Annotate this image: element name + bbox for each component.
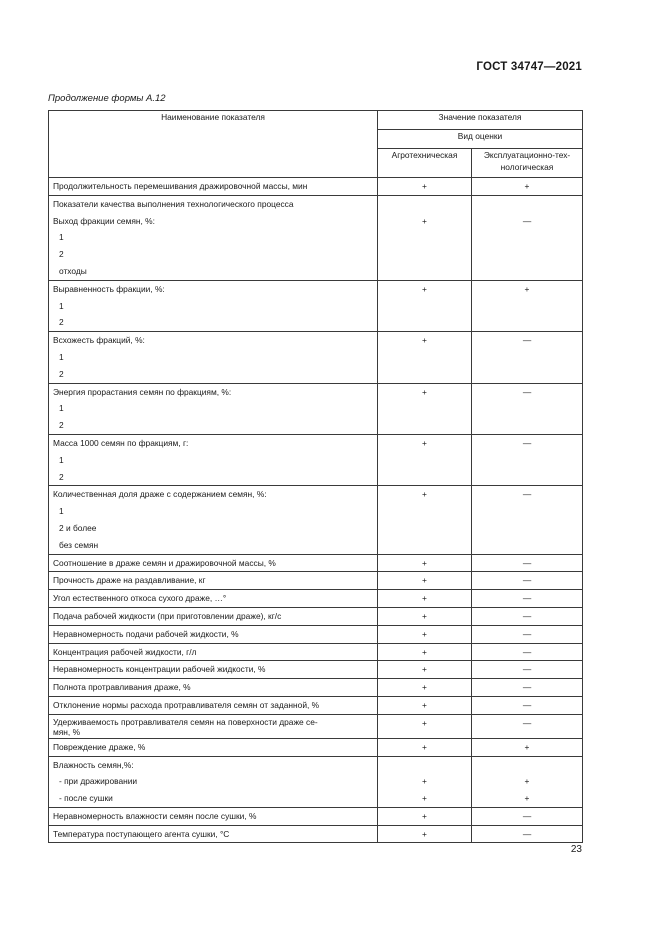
evaluation-mark: — (522, 828, 532, 839)
indicator-text: Количественная доля драже с содержанием семян, %: (53, 489, 267, 500)
evaluation-mark: + (422, 215, 427, 226)
header-value-group: Значение показателя (378, 111, 583, 130)
indicator-name-cell (49, 590, 378, 608)
operational-value-cell (472, 714, 583, 738)
indicator-text: Неравномерность подачи рабочей жидкости, % (53, 628, 239, 639)
indicator-text: 2 и более (59, 522, 97, 533)
indicator-name-cell (49, 434, 378, 485)
agrotechnical-value-cell (378, 714, 472, 738)
evaluation-mark: — (522, 215, 532, 226)
indicator-name-cell (49, 383, 378, 434)
evaluation-mark: + (524, 181, 530, 191)
evaluation-mark: — (522, 575, 532, 586)
evaluation-mark: + (422, 646, 427, 657)
evaluation-mark: + (524, 283, 530, 294)
evaluation-mark: + (422, 575, 427, 586)
indicator-text: 2 (59, 368, 64, 379)
indicator-text: - при дражировании (59, 776, 138, 787)
indicator-text: 1 (59, 454, 64, 465)
table-row (49, 486, 583, 554)
indicator-name-cell (49, 661, 378, 679)
agrotechnical-value-cell (378, 434, 472, 485)
header-indicator-name: Наименование показателя (49, 111, 378, 178)
evaluation-mark: — (522, 682, 532, 693)
indicator-text: 1 (59, 232, 64, 243)
table-row (49, 643, 583, 661)
indicator-name-cell (49, 554, 378, 572)
operational-value-cell (472, 383, 583, 434)
evaluation-mark: + (422, 335, 427, 346)
table-row (49, 696, 583, 714)
table-row (49, 572, 583, 590)
evaluation-mark: — (522, 335, 532, 346)
table-row (49, 554, 583, 572)
operational-value-cell (472, 643, 583, 661)
header-agrotechnical: Агротехническая (378, 149, 472, 178)
agrotechnical-value-cell (378, 679, 472, 697)
table-header-row (49, 111, 583, 130)
indicator-text: Неравномерность концентрации рабочей жидкости, % (53, 664, 266, 675)
indicator-text: - после сушки (59, 793, 113, 804)
evaluation-mark: + (422, 776, 427, 787)
evaluation-mark: — (522, 489, 532, 500)
agrotechnical-value-cell (378, 625, 472, 643)
operational-value-cell (472, 332, 583, 383)
operational-value-cell (472, 590, 583, 608)
table-row (49, 807, 583, 825)
agrotechnical-value-cell (378, 332, 472, 383)
evaluation-mark: — (522, 664, 532, 675)
operational-value-cell (472, 178, 583, 196)
indicator-text: Подача рабочей жидкости (при приготовлении драже), кг/с (53, 610, 282, 621)
indicator-text: 1 (59, 506, 64, 517)
table-row (49, 625, 583, 643)
indicator-text: 2 (59, 471, 64, 482)
indicator-text: Выравненность фракции, %: (53, 283, 165, 294)
evaluation-mark: + (422, 386, 427, 397)
table-row (49, 714, 583, 738)
evaluation-mark: — (522, 557, 532, 568)
evaluation-mark: + (422, 741, 427, 752)
indicator-name-cell (49, 696, 378, 714)
indicator-text: Продолжительность перемешивания дражировочной массы, мин (53, 181, 308, 191)
indicator-name-cell (49, 607, 378, 625)
operational-value-cell (472, 661, 583, 679)
agrotechnical-value-cell (378, 590, 472, 608)
header-evaluation-type: Вид оценки (378, 130, 583, 149)
operational-value-cell (472, 607, 583, 625)
evaluation-mark: + (422, 682, 427, 693)
evaluation-mark: — (522, 610, 532, 621)
operational-value-cell (472, 807, 583, 825)
evaluation-mark (382, 757, 467, 774)
table-row (49, 195, 583, 280)
agrotechnical-value-cell (378, 696, 472, 714)
indicator-name-cell (49, 625, 378, 643)
indicator-name-cell (49, 178, 378, 196)
evaluation-mark: + (422, 593, 427, 604)
indicators-table (48, 110, 583, 843)
document-standard-number: ГОСТ 34747—2021 (476, 61, 582, 73)
evaluation-mark (476, 757, 578, 774)
indicator-text: Удерживаемость протравливателя семян на поверхности драже се- мян, % (53, 716, 318, 737)
agrotechnical-value-cell (378, 572, 472, 590)
indicator-text: Показатели качества выполнения технологического процесса (53, 198, 294, 209)
indicator-name-cell (49, 643, 378, 661)
evaluation-mark: + (422, 489, 427, 500)
table-row (49, 280, 583, 331)
indicator-text: Энергия прорастания семян по фракциям, %: (53, 386, 232, 397)
indicator-name-cell (49, 332, 378, 383)
operational-value-cell (472, 195, 583, 280)
operational-value-cell (472, 434, 583, 485)
agrotechnical-value-cell (378, 807, 472, 825)
table-row (49, 679, 583, 697)
table-row (49, 590, 583, 608)
evaluation-mark: — (522, 437, 532, 448)
evaluation-mark: — (522, 699, 532, 710)
agrotechnical-value-cell (378, 554, 472, 572)
agrotechnical-value-cell (378, 756, 472, 807)
operational-value-cell (472, 280, 583, 331)
indicator-text: 2 (59, 420, 64, 431)
indicator-text: 2 (59, 249, 64, 260)
indicator-name-cell (49, 280, 378, 331)
table-caption: Продолжение формы А.12 (48, 93, 166, 104)
indicator-name-cell (49, 825, 378, 843)
evaluation-mark: + (422, 699, 427, 710)
evaluation-mark: + (422, 793, 427, 804)
evaluation-mark: + (524, 793, 530, 804)
indicator-text: Масса 1000 семян по фракциям, г: (53, 437, 189, 448)
evaluation-mark: — (522, 646, 532, 657)
table-row (49, 607, 583, 625)
indicator-text: Всхожесть фракций, %: (53, 335, 145, 346)
table-row (49, 383, 583, 434)
operational-value-cell (472, 825, 583, 843)
agrotechnical-value-cell (378, 607, 472, 625)
evaluation-mark: + (422, 628, 427, 639)
indicator-text: без семян (59, 539, 99, 550)
indicator-text: отходы (59, 265, 87, 276)
agrotechnical-value-cell (378, 661, 472, 679)
indicator-text: 1 (59, 403, 64, 414)
page-number: 23 (570, 844, 582, 855)
evaluation-mark: — (522, 386, 532, 397)
operational-value-cell (472, 756, 583, 807)
table-row (49, 434, 583, 485)
indicator-text: Выход фракции семян, %: (53, 215, 155, 226)
evaluation-mark: + (422, 717, 427, 728)
evaluation-mark: + (422, 181, 427, 191)
evaluation-mark: — (522, 593, 532, 604)
evaluation-mark: — (522, 717, 532, 728)
evaluation-mark: + (524, 741, 530, 752)
indicator-text: Отклонение нормы расхода протравливателя семян от заданной, % (53, 699, 320, 710)
evaluation-mark: + (422, 828, 427, 839)
agrotechnical-value-cell (378, 643, 472, 661)
evaluation-mark: + (422, 557, 427, 568)
table-row (49, 332, 583, 383)
table-row (49, 825, 583, 843)
agrotechnical-value-cell (378, 383, 472, 434)
indicator-text: Концентрация рабочей жидкости, г/л (53, 646, 197, 657)
operational-value-cell (472, 679, 583, 697)
table-row (49, 738, 583, 756)
evaluation-mark: — (522, 628, 532, 639)
operational-value-cell (472, 486, 583, 554)
evaluation-mark: + (524, 776, 530, 787)
indicator-text: Прочность драже на раздавливание, кг (53, 575, 206, 586)
operational-value-cell (472, 625, 583, 643)
table-row (49, 178, 583, 196)
indicator-text: Температура поступающего агента сушки, °С (53, 828, 230, 839)
header-operational-technological: Эксплуатационно-тех- нологическая (472, 149, 583, 178)
operational-value-cell (472, 572, 583, 590)
operational-value-cell (472, 738, 583, 756)
indicator-name-cell (49, 486, 378, 554)
table-row (49, 756, 583, 807)
agrotechnical-value-cell (378, 195, 472, 280)
agrotechnical-value-cell (378, 825, 472, 843)
indicator-text: 1 (59, 351, 64, 362)
indicator-text: Угол естественного откоса сухого драже, …° (53, 593, 227, 604)
table-row (49, 661, 583, 679)
evaluation-mark: + (422, 283, 427, 294)
indicator-text: 2 (59, 317, 64, 328)
indicator-text: Полнота протравливания драже, % (53, 682, 191, 693)
agrotechnical-value-cell (378, 486, 472, 554)
agrotechnical-value-cell (378, 280, 472, 331)
indicator-name-cell (49, 756, 378, 807)
agrotechnical-value-cell (378, 178, 472, 196)
operational-value-cell (472, 696, 583, 714)
indicator-name-cell (49, 807, 378, 825)
evaluation-mark: + (422, 810, 427, 821)
indicator-text: Соотношение в драже семян и дражировочной массы, % (53, 557, 276, 568)
indicator-name-cell (49, 195, 378, 280)
indicator-name-cell (49, 679, 378, 697)
evaluation-mark: + (422, 610, 427, 621)
operational-value-cell (472, 554, 583, 572)
indicator-name-cell (49, 714, 378, 738)
evaluation-mark: + (422, 664, 427, 675)
indicator-text: 1 (59, 300, 64, 311)
evaluation-mark: — (522, 810, 532, 821)
agrotechnical-value-cell (378, 738, 472, 756)
indicator-name-cell (49, 738, 378, 756)
indicator-text: Повреждение драже, % (53, 741, 146, 752)
evaluation-mark: + (422, 437, 427, 448)
indicator-name-cell (49, 572, 378, 590)
indicator-text: Влажность семян,%: (53, 759, 134, 770)
indicator-text: Неравномерность влажности семян после сушки, % (53, 810, 257, 821)
